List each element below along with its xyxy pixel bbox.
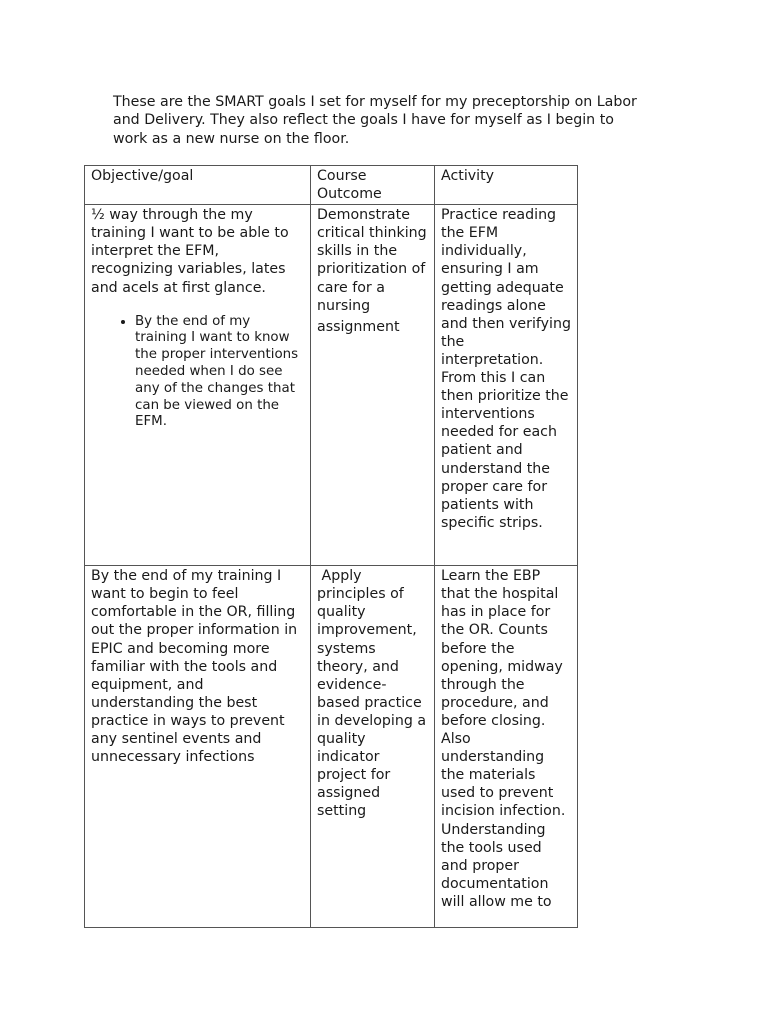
activity-text: Learn the EBP that the hospital has in place for the OR. Counts before the opening, midway through the procedure, and before closing. Also understanding the materials used to prevent incision infection. Understanding the tools used and proper documentation will allow me to xyxy=(441,568,566,910)
objective-text: By the end of my training I want to begin to feel comfortable in the OR, filling out the proper information in EPIC and becoming more familiar with the tools and equipment, and understanding the best practice in ways to prevent any sentinel events and unnecessary infections xyxy=(91,568,298,766)
activity-text: Practice reading the EFM individually, ensuring I am getting adequate readings alone and then verifying the interpretation. From this I can then prioritize the interventions needed for each patient and understand the proper care for patients with specific strips. xyxy=(441,207,571,531)
list-item: • By the end of my training I want to know the proper interventions needed when I do see any of the changes that can be viewed on the EFM. xyxy=(135,314,304,432)
course-outcome-cell xyxy=(311,566,435,928)
header-course-outcome: Course Outcome xyxy=(311,166,435,205)
activity-cell xyxy=(435,566,578,928)
activity-cell xyxy=(435,205,578,566)
course-outcome-text-end: assignment xyxy=(317,318,400,335)
course-outcome-cell xyxy=(311,205,435,566)
table-row xyxy=(85,205,578,566)
table-row xyxy=(85,566,578,928)
intro-paragraph: These are the SMART goals I set for myself for my preceptorship on Labor and Delivery. They also reflect the goals I have for myself as I begin to work as a new nurse on the floor. xyxy=(113,94,637,147)
course-outcome-text: Demonstrate critical thinking skills in the prioritization of care for a nursing xyxy=(317,207,427,314)
objective-cell xyxy=(85,205,311,566)
header-activity: Activity xyxy=(435,166,578,205)
smart-goals-table xyxy=(84,165,578,928)
table-header-row xyxy=(85,166,578,205)
objective-text: ½ way through the my training I want to be able to interpret the EFM, recognizing variables, lates and acels at first glance. xyxy=(91,207,289,296)
course-outcome-text: Apply principles of quality improvement, systems theory, and evidence-based practice in developing a quality indicator project for assigned setting xyxy=(317,568,431,820)
header-objective: Objective/goal xyxy=(85,166,311,205)
objective-cell xyxy=(85,566,311,928)
objective-bullet-list xyxy=(91,314,304,432)
